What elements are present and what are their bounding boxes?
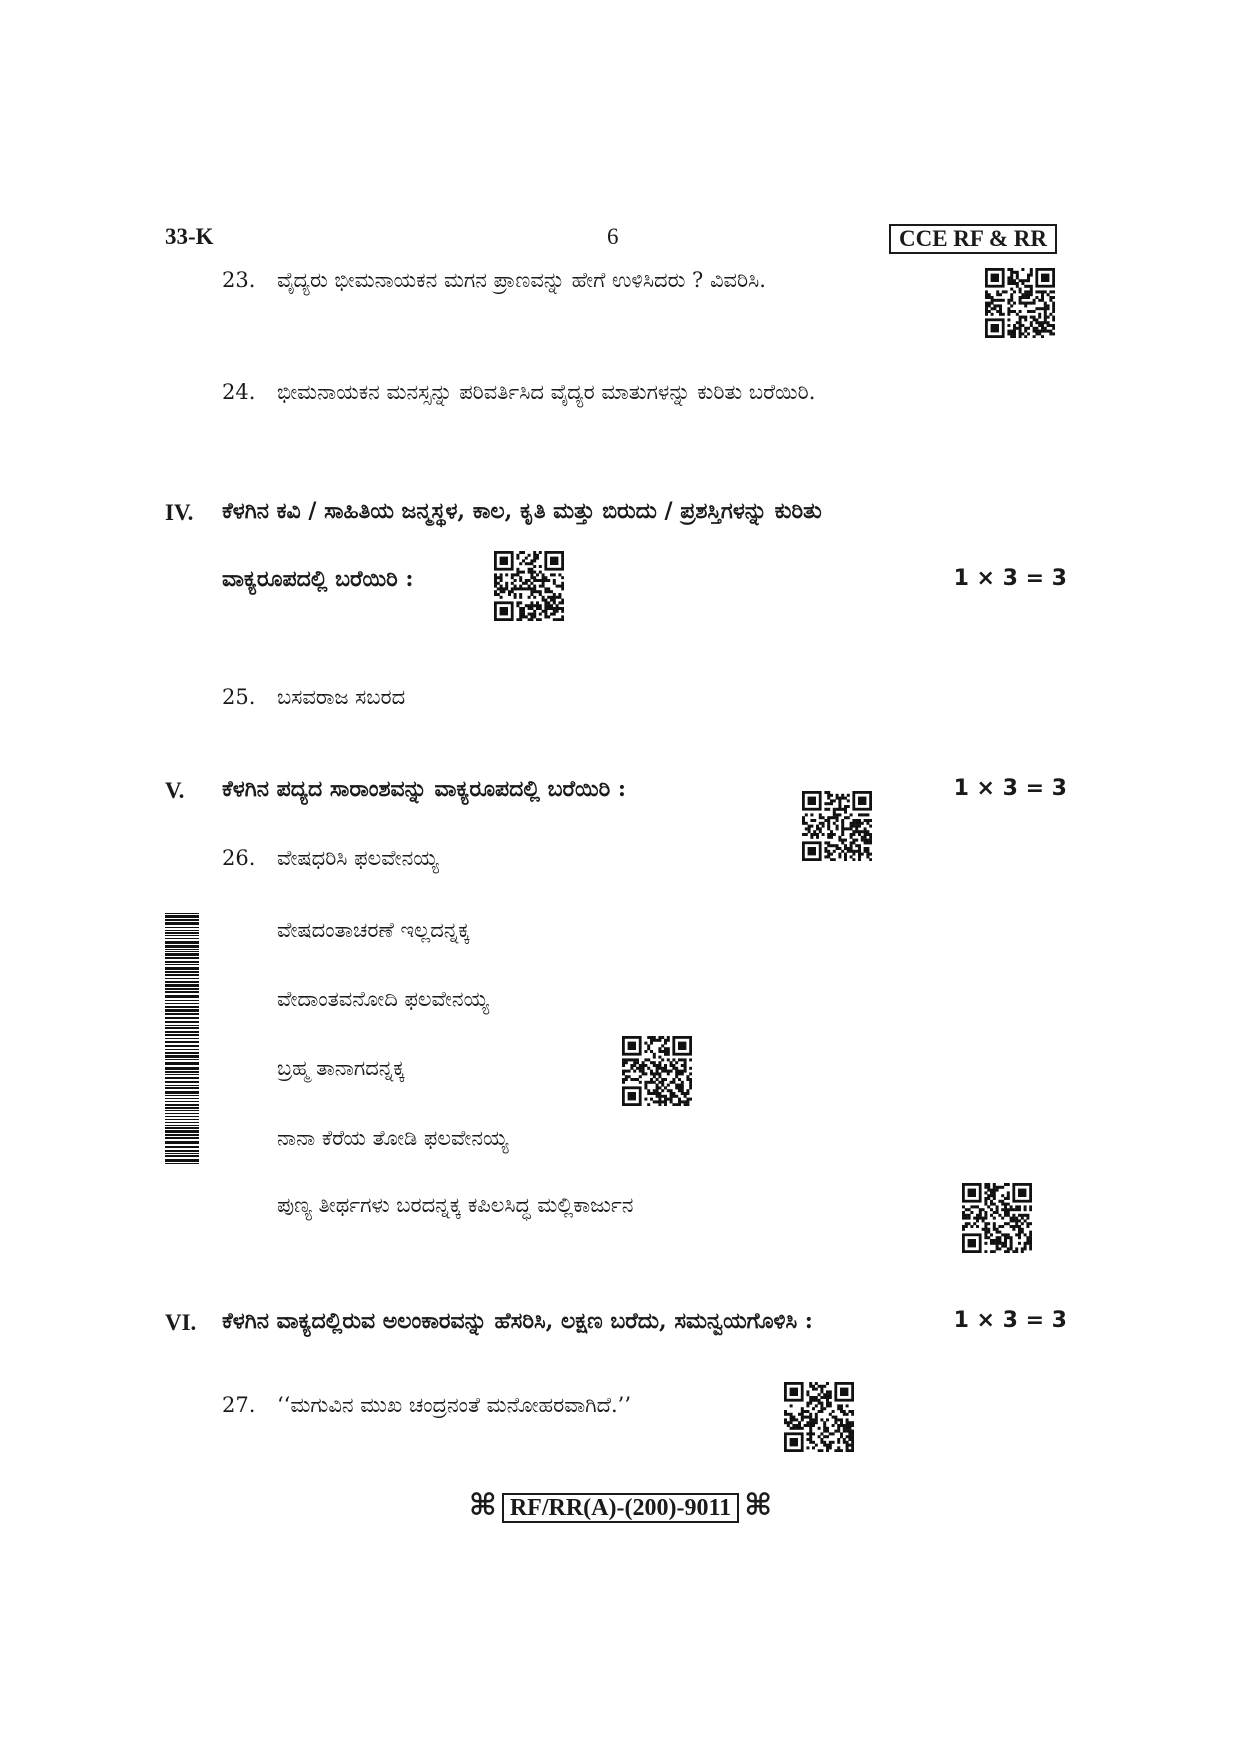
question-text: ಭೀಮನಾಯಕನ ಮನಸ್ಸನ್ನು ಪರಿವರ್ತಿಸಿದ ವೈದ್ಯರ ಮಾತುಗಳನ್ನು ಕುರಿತು ಬರೆಯಿರಿ. [277,380,816,404]
poem-line: ವೇಷದಂತಾಚರಣೆ ಇಲ್ಲದನ್ನಕ್ಕ [277,918,470,942]
command-symbol-right: ⌘ [744,1488,773,1523]
question-23 [222,268,766,293]
section-4-number: IV. [165,500,194,525]
section-5-number: V. [165,778,185,803]
paper-code: 33-K [165,224,214,249]
qr-code-icon [985,268,1055,338]
question-24 [222,380,815,405]
question-number: 24. [222,380,256,404]
command-symbol-left: ⌘ [468,1488,497,1523]
question-27 [222,1393,631,1418]
qr-code-icon [802,791,872,861]
question-text: ವೈದ್ಯರು ಭೀಮನಾಯಕನ ಮಗನ ಪ್ರಾಣವನ್ನು ಹೇಗೆ ಉಳಿಸಿದರು ? ವಿವರಿಸಿ. [277,268,766,292]
booklet-code: RF/RR(A)-(200)-9011 [502,1493,739,1523]
qr-code-icon [962,1183,1032,1253]
section-5-instruction: ಕೆಳಗಿನ ಪದ್ಯದ ಸಾರಾಂಶವನ್ನು ವಾಕ್ಯರೂಪದಲ್ಲಿ ಬರೆಯಿರಿ : [222,776,627,802]
barcode-icon [165,913,199,1165]
question-number: 23. [222,268,256,292]
section-6-marks: 1 × 3 = 3 [953,1308,1067,1333]
section-5-marks: 1 × 3 = 3 [953,776,1067,801]
question-26-number: 26. [222,846,256,870]
poem-line: ಪುಣ್ಯ ತೀರ್ಥಗಳು ಬರದನ್ನಕ್ಕ ಕಪಿಲಸಿದ್ಧ ಮಲ್ಲಿಕಾರ್ಜುನ [277,1193,634,1217]
section-4-instruction-line1: ಕೆಳಗಿನ ಕವಿ / ಸಾಹಿತಿಯ ಜನ್ಮಸ್ಥಳ, ಕಾಲ, ಕೃತಿ ಮತ್ತು ಬಿರುದು / ಪ್ರಶಸ್ತಿಗಳನ್ನು ಕುರಿತು [222,498,822,524]
section-4-instruction-line2: ವಾಕ್ಯರೂಪದಲ್ಲಿ ಬರೆಯಿರಿ : [222,566,414,592]
section-6-instruction: ಕೆಳಗಿನ ವಾಕ್ಯದಲ್ಲಿರುವ ಅಲಂಕಾರವನ್ನು ಹೆಸರಿಸಿ, ಲಕ್ಷಣ ಬರೆದು, ಸಮನ್ವಯಗೊಳಿಸಿ : [222,1308,813,1334]
poem-line: ಬ್ರಹ್ಮ ತಾನಾಗದನ್ನಕ್ಕ [277,1056,405,1080]
poem-line: ವೇದಾಂತವನೋದಿ ಫಲವೇನಯ್ಯ [277,987,489,1011]
footer [0,1488,1241,1523]
question-number: 25. [222,685,256,709]
page-number: 6 [607,224,619,249]
question-text: ಬಸವರಾಜ ಸಬರದ [277,685,406,709]
section-6-number: VI. [165,1310,197,1335]
question-25 [222,685,405,710]
series-box: CCE RF & RR [889,224,1057,254]
poem-line: ನಾನಾ ಕೆರೆಯ ತೋಡಿ ಫಲವೇನಯ್ಯ [277,1126,509,1150]
qr-code-icon [784,1382,854,1452]
qr-code-icon [494,551,564,621]
question-text: ‘‘ಮಗುವಿನ ಮುಖ ಚಂದ್ರನಂತೆ ಮನೋಹರವಾಗಿದೆ.’’ [277,1393,632,1417]
section-4-marks: 1 × 3 = 3 [953,566,1067,591]
qr-code-icon [622,1036,692,1106]
question-number: 27. [222,1393,256,1417]
poem-line: ವೇಷಧರಿಸಿ ಫಲವೇನಯ್ಯ [277,846,439,870]
